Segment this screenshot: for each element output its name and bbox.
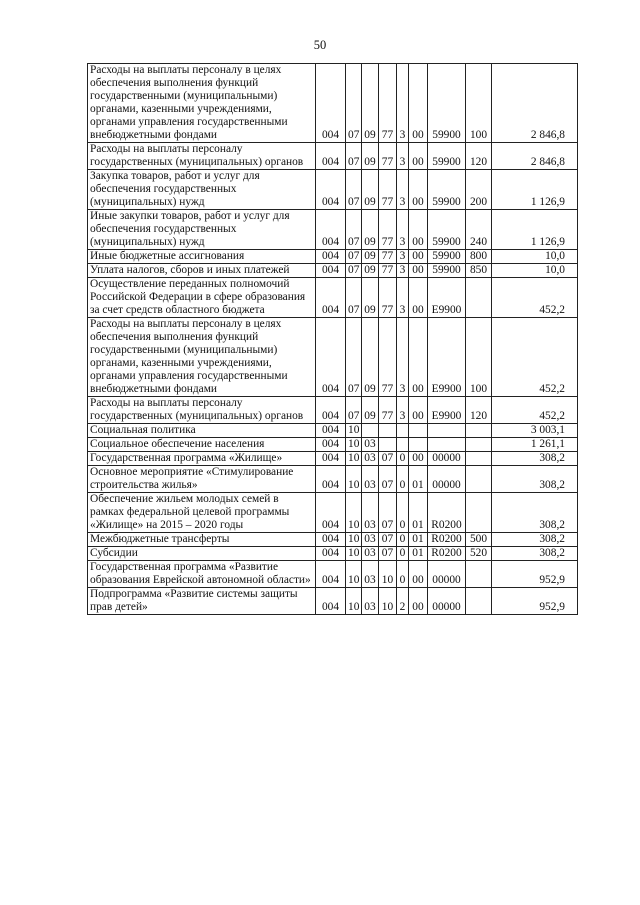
subprogram-code: 2 [397, 588, 409, 615]
section-code: 10 [346, 438, 362, 452]
event-code: 00 [409, 588, 428, 615]
event-code [409, 438, 428, 452]
event-code: 00 [409, 397, 428, 424]
amount: 1 261,1 [492, 438, 578, 452]
subsection-code: 03 [362, 533, 379, 547]
table-row [88, 264, 578, 278]
table-row [88, 452, 578, 466]
subsection-code: 03 [362, 452, 379, 466]
ministry-code: 004 [316, 264, 346, 278]
ministry-code: 004 [316, 64, 346, 143]
ministry-code: 004 [316, 210, 346, 250]
direction-code: Е9900 [428, 397, 466, 424]
subsection-code: 09 [362, 397, 379, 424]
direction-code: 59900 [428, 170, 466, 210]
ministry-code: 004 [316, 278, 346, 318]
program-code [379, 424, 397, 438]
subsection-code: 09 [362, 264, 379, 278]
section-code: 10 [346, 452, 362, 466]
subprogram-code: 0 [397, 547, 409, 561]
event-code: 00 [409, 278, 428, 318]
section-code: 07 [346, 170, 362, 210]
ministry-code: 004 [316, 424, 346, 438]
event-code: 00 [409, 210, 428, 250]
expense-type-code: 520 [466, 547, 492, 561]
program-code [379, 438, 397, 452]
ministry-code: 004 [316, 143, 346, 170]
event-code: 00 [409, 64, 428, 143]
ministry-code: 004 [316, 533, 346, 547]
subprogram-code: 3 [397, 210, 409, 250]
event-code: 00 [409, 170, 428, 210]
row-name: Иные закупки товаров, работ и услуг для обеспечения государственных (муниципальных) нужд [88, 210, 316, 250]
program-code: 77 [379, 318, 397, 397]
table-row [88, 278, 578, 318]
row-name: Расходы на выплаты персоналу государственных (муниципальных) органов [88, 143, 316, 170]
direction-code: 00000 [428, 561, 466, 588]
subsection-code: 03 [362, 561, 379, 588]
table-row [88, 143, 578, 170]
event-code: 01 [409, 533, 428, 547]
subprogram-code: 0 [397, 466, 409, 493]
expense-type-code: 100 [466, 318, 492, 397]
expense-type-code: 120 [466, 397, 492, 424]
direction-code: R0200 [428, 493, 466, 533]
direction-code [428, 424, 466, 438]
table-row [88, 64, 578, 143]
subprogram-code: 3 [397, 143, 409, 170]
row-name: Межбюджетные трансферты [88, 533, 316, 547]
ministry-code: 004 [316, 397, 346, 424]
ministry-code: 004 [316, 250, 346, 264]
subprogram-code: 3 [397, 250, 409, 264]
table-row [88, 210, 578, 250]
direction-code: 00000 [428, 466, 466, 493]
expense-type-code: 850 [466, 264, 492, 278]
section-code: 10 [346, 547, 362, 561]
expense-type-code: 800 [466, 250, 492, 264]
program-code: 10 [379, 588, 397, 615]
subsection-code: 03 [362, 438, 379, 452]
subprogram-code: 0 [397, 493, 409, 533]
expense-type-code [466, 493, 492, 533]
subprogram-code [397, 438, 409, 452]
table-row [88, 588, 578, 615]
table-row [88, 438, 578, 452]
event-code: 01 [409, 547, 428, 561]
expense-type-code: 200 [466, 170, 492, 210]
amount: 2 846,8 [492, 143, 578, 170]
section-code: 10 [346, 533, 362, 547]
expense-type-code [466, 452, 492, 466]
program-code: 77 [379, 210, 397, 250]
expense-type-code: 100 [466, 64, 492, 143]
table-row [88, 547, 578, 561]
ministry-code: 004 [316, 318, 346, 397]
row-name: Государственная программа «Жилище» [88, 452, 316, 466]
program-code: 07 [379, 533, 397, 547]
amount: 10,0 [492, 264, 578, 278]
program-code: 77 [379, 250, 397, 264]
amount: 1 126,9 [492, 170, 578, 210]
program-code: 77 [379, 170, 397, 210]
subsection-code: 09 [362, 143, 379, 170]
subprogram-code: 3 [397, 264, 409, 278]
direction-code: 59900 [428, 264, 466, 278]
subsection-code: 09 [362, 318, 379, 397]
amount: 1 126,9 [492, 210, 578, 250]
amount: 308,2 [492, 452, 578, 466]
ministry-code: 004 [316, 438, 346, 452]
ministry-code: 004 [316, 547, 346, 561]
row-name: Социальное обеспечение населения [88, 438, 316, 452]
direction-code: 59900 [428, 143, 466, 170]
ministry-code: 004 [316, 561, 346, 588]
program-code: 07 [379, 466, 397, 493]
subsection-code [362, 424, 379, 438]
ministry-code: 004 [316, 170, 346, 210]
subsection-code: 09 [362, 250, 379, 264]
amount: 3 003,1 [492, 424, 578, 438]
row-name: Социальная политика [88, 424, 316, 438]
event-code: 01 [409, 466, 428, 493]
section-code: 07 [346, 318, 362, 397]
table-row [88, 397, 578, 424]
expense-type-code [466, 466, 492, 493]
direction-code: 00000 [428, 588, 466, 615]
direction-code: 59900 [428, 250, 466, 264]
subprogram-code: 0 [397, 561, 409, 588]
table-row [88, 561, 578, 588]
ministry-code: 004 [316, 466, 346, 493]
amount: 308,2 [492, 547, 578, 561]
section-code: 07 [346, 250, 362, 264]
subprogram-code: 3 [397, 318, 409, 397]
subsection-code: 03 [362, 466, 379, 493]
amount: 452,2 [492, 397, 578, 424]
row-name: Субсидии [88, 547, 316, 561]
expense-type-code: 120 [466, 143, 492, 170]
ministry-code: 004 [316, 493, 346, 533]
subsection-code: 09 [362, 278, 379, 318]
section-code: 10 [346, 424, 362, 438]
program-code: 77 [379, 397, 397, 424]
subprogram-code: 0 [397, 452, 409, 466]
event-code: 00 [409, 264, 428, 278]
row-name: Подпрограмма «Развитие системы защиты прав детей» [88, 588, 316, 615]
row-name: Закупка товаров, работ и услуг для обеспечения государственных (муниципальных) нужд [88, 170, 316, 210]
section-code: 10 [346, 588, 362, 615]
expense-type-code [466, 438, 492, 452]
expense-type-code [466, 561, 492, 588]
section-code: 07 [346, 143, 362, 170]
program-code: 77 [379, 264, 397, 278]
table-row [88, 533, 578, 547]
program-code: 77 [379, 143, 397, 170]
section-code: 07 [346, 64, 362, 143]
direction-code: Е9900 [428, 278, 466, 318]
event-code: 00 [409, 452, 428, 466]
event-code [409, 424, 428, 438]
row-name: Иные бюджетные ассигнования [88, 250, 316, 264]
subprogram-code: 0 [397, 533, 409, 547]
section-code: 10 [346, 493, 362, 533]
program-code: 07 [379, 493, 397, 533]
subsection-code: 09 [362, 64, 379, 143]
expense-type-code [466, 588, 492, 615]
direction-code: Е9900 [428, 318, 466, 397]
row-name: Расходы на выплаты персоналу государственных (муниципальных) органов [88, 397, 316, 424]
amount: 10,0 [492, 250, 578, 264]
subprogram-code: 3 [397, 397, 409, 424]
amount: 952,9 [492, 588, 578, 615]
row-name: Расходы на выплаты персоналу в целях обеспечения выполнения функций государственными (муниципальными) органами, казенными учреждениями, органами управления государственными внебюджетными фондами [88, 318, 316, 397]
amount: 452,2 [492, 318, 578, 397]
table-row [88, 318, 578, 397]
subsection-code: 09 [362, 210, 379, 250]
section-code: 10 [346, 466, 362, 493]
table-row [88, 250, 578, 264]
row-name: Основное мероприятие «Стимулирование строительства жилья» [88, 466, 316, 493]
amount: 308,2 [492, 466, 578, 493]
subsection-code: 03 [362, 547, 379, 561]
program-code: 77 [379, 64, 397, 143]
direction-code: 59900 [428, 64, 466, 143]
subsection-code: 09 [362, 170, 379, 210]
event-code: 00 [409, 561, 428, 588]
subsection-code: 03 [362, 588, 379, 615]
page-number: 50 [313, 38, 327, 52]
program-code: 07 [379, 547, 397, 561]
event-code: 00 [409, 318, 428, 397]
program-code: 07 [379, 452, 397, 466]
amount: 2 846,8 [492, 64, 578, 143]
section-code: 07 [346, 264, 362, 278]
row-name: Осуществление переданных полномочий Российской Федерации в сфере образования за счет средств областного бюджета [88, 278, 316, 318]
row-name: Уплата налогов, сборов и иных платежей [88, 264, 316, 278]
direction-code: 59900 [428, 210, 466, 250]
table-row [88, 493, 578, 533]
table-row [88, 424, 578, 438]
subprogram-code [397, 424, 409, 438]
row-name: Расходы на выплаты персоналу в целях обеспечения выполнения функций государственными (муниципальными) органами, казенными учреждениями, органами управления государственными внебюджетными фондами [88, 64, 316, 143]
program-code: 10 [379, 561, 397, 588]
budget-table [87, 63, 578, 615]
subprogram-code: 3 [397, 64, 409, 143]
expense-type-code [466, 278, 492, 318]
section-code: 10 [346, 561, 362, 588]
amount: 308,2 [492, 493, 578, 533]
expense-type-code: 240 [466, 210, 492, 250]
ministry-code: 004 [316, 588, 346, 615]
direction-code: R0200 [428, 533, 466, 547]
row-name: Обеспечение жильем молодых семей в рамках федеральной целевой программы «Жилище» на 2015 – 2020 годы [88, 493, 316, 533]
subprogram-code: 3 [397, 170, 409, 210]
amount: 952,9 [492, 561, 578, 588]
subsection-code: 03 [362, 493, 379, 533]
table-row [88, 170, 578, 210]
section-code: 07 [346, 397, 362, 424]
expense-type-code: 500 [466, 533, 492, 547]
section-code: 07 [346, 210, 362, 250]
amount: 308,2 [492, 533, 578, 547]
expense-type-code [466, 424, 492, 438]
section-code: 07 [346, 278, 362, 318]
event-code: 00 [409, 143, 428, 170]
row-name: Государственная программа «Развитие образования Еврейской автономной области» [88, 561, 316, 588]
direction-code [428, 438, 466, 452]
program-code: 77 [379, 278, 397, 318]
event-code: 01 [409, 493, 428, 533]
amount: 452,2 [492, 278, 578, 318]
table-row [88, 466, 578, 493]
direction-code: 00000 [428, 452, 466, 466]
event-code: 00 [409, 250, 428, 264]
subprogram-code: 3 [397, 278, 409, 318]
direction-code: R0200 [428, 547, 466, 561]
ministry-code: 004 [316, 452, 346, 466]
